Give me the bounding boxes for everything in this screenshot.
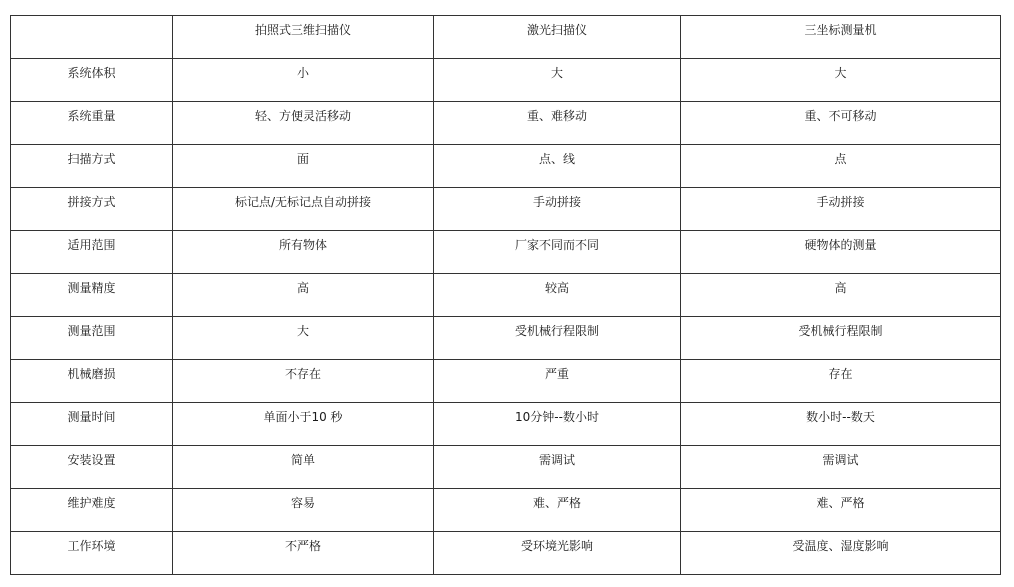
table-cell: [434, 145, 681, 188]
table-cell: [434, 317, 681, 360]
cell-value: 所有物体: [278, 238, 327, 252]
header-label: [11, 16, 172, 23]
table-cell: [681, 403, 1001, 446]
table-cell: [681, 317, 1001, 360]
row-label-cell: [11, 102, 173, 145]
cell-value: 高: [296, 281, 309, 295]
table-cell: [434, 532, 681, 575]
table-cell: [434, 188, 681, 231]
table-cell: [173, 188, 434, 231]
table-cell: [681, 59, 1001, 102]
header-cell-cmm: [681, 16, 1001, 59]
table-cell: [173, 489, 434, 532]
cell-value: 高: [834, 281, 847, 295]
cell-value: 需调试: [538, 453, 575, 467]
cell-value: 手动拼接: [532, 195, 581, 209]
table-row: [11, 59, 1001, 102]
cell-value: 受环境光影响: [520, 539, 593, 553]
row-label-cell: [11, 145, 173, 188]
table-row: [11, 446, 1001, 489]
header-cell-blank: [11, 16, 173, 59]
row-label: 测量时间: [67, 410, 116, 424]
cell-value: 严重: [544, 367, 569, 381]
cell-value: 大: [834, 66, 847, 80]
table-row: [11, 403, 1001, 446]
table-row: [11, 360, 1001, 403]
table-cell: [173, 360, 434, 403]
table-cell: [173, 532, 434, 575]
cell-value: 标记点/无标记点自动拼接: [234, 195, 372, 209]
table-cell: [173, 317, 434, 360]
row-label: 系统重量: [67, 109, 116, 123]
cell-value: 硬物体的测量: [804, 238, 877, 252]
table-cell: [434, 102, 681, 145]
cell-value: 10分钟--数小时: [515, 410, 599, 424]
cell-value: 数小时--数天: [806, 410, 875, 424]
table-cell: [434, 360, 681, 403]
row-label: 机械磨损: [67, 367, 116, 381]
cell-value: 重、难移动: [526, 109, 587, 123]
table-cell: [681, 489, 1001, 532]
cell-value: 容易: [290, 496, 315, 510]
table-cell: [173, 231, 434, 274]
cell-value: 受机械行程限制: [514, 324, 599, 338]
cell-value: 大: [296, 324, 309, 338]
cell-value: 点、线: [538, 152, 575, 166]
table-row: [11, 102, 1001, 145]
row-label-cell: [11, 489, 173, 532]
cell-value: 大: [550, 66, 563, 80]
cell-value: 点: [834, 152, 847, 166]
cell-value: 单面小于10 秒: [263, 410, 343, 424]
table-cell: [681, 231, 1001, 274]
cell-value: 难、严格: [816, 496, 865, 510]
row-label-cell: [11, 231, 173, 274]
row-label-cell: [11, 360, 173, 403]
table-cell: [173, 274, 434, 317]
table-cell: [681, 102, 1001, 145]
cell-value: 较高: [544, 281, 569, 295]
cell-value: 厂家不同而不同: [514, 238, 599, 252]
table-cell: [434, 59, 681, 102]
table-cell: [434, 489, 681, 532]
cell-value: 存在: [828, 367, 853, 381]
table-cell: [681, 360, 1001, 403]
table-cell: [434, 231, 681, 274]
row-label: 扫描方式: [67, 152, 116, 166]
table-row: [11, 145, 1001, 188]
cell-value: 受温度、湿度影响: [792, 539, 889, 553]
header-label: 三坐标测量机: [804, 23, 877, 37]
header-cell-photo-scanner: [173, 16, 434, 59]
row-label-cell: [11, 446, 173, 489]
row-label: 测量范围: [67, 324, 116, 338]
cell-value: 不严格: [284, 539, 321, 553]
table-cell: [434, 403, 681, 446]
table-cell: [434, 446, 681, 489]
row-label: 安装设置: [67, 453, 116, 467]
row-label-cell: [11, 274, 173, 317]
table-cell: [173, 59, 434, 102]
cell-value: 难、严格: [532, 496, 581, 510]
row-label: 适用范围: [67, 238, 116, 252]
table-row: [11, 532, 1001, 575]
row-label-cell: [11, 59, 173, 102]
row-label-cell: [11, 188, 173, 231]
comparison-table: [10, 15, 1001, 575]
row-label: 系统体积: [67, 66, 116, 80]
cell-value: 面: [296, 152, 309, 166]
table-cell: [681, 532, 1001, 575]
row-label-cell: [11, 532, 173, 575]
cell-value: 不存在: [284, 367, 321, 381]
table-row: [11, 231, 1001, 274]
table-row: [11, 489, 1001, 532]
cell-value: 手动拼接: [816, 195, 865, 209]
table-row: [11, 274, 1001, 317]
cell-value: 需调试: [822, 453, 859, 467]
table-cell: [681, 274, 1001, 317]
header-cell-laser-scanner: [434, 16, 681, 59]
table-cell: [681, 188, 1001, 231]
table-cell: [173, 403, 434, 446]
row-label: 拼接方式: [67, 195, 116, 209]
table-cell: [173, 446, 434, 489]
header-label: 激光扫描仪: [526, 23, 587, 37]
cell-value: 小: [296, 66, 309, 80]
table-row: [11, 317, 1001, 360]
header-label: 拍照式三维扫描仪: [254, 23, 351, 37]
row-label: 工作环境: [67, 539, 116, 553]
table-cell: [173, 145, 434, 188]
table-cell: [681, 446, 1001, 489]
row-label-cell: [11, 317, 173, 360]
row-label: 测量精度: [67, 281, 116, 295]
row-label: 维护难度: [67, 496, 116, 510]
row-label-cell: [11, 403, 173, 446]
table-cell: [173, 102, 434, 145]
table-cell: [434, 274, 681, 317]
cell-value: 重、不可移动: [804, 109, 877, 123]
cell-value: 简单: [290, 453, 315, 467]
header-row: [11, 16, 1001, 59]
cell-value: 受机械行程限制: [798, 324, 883, 338]
cell-value: 轻、方便灵活移动: [254, 109, 351, 123]
table-cell: [681, 145, 1001, 188]
table-row: [11, 188, 1001, 231]
